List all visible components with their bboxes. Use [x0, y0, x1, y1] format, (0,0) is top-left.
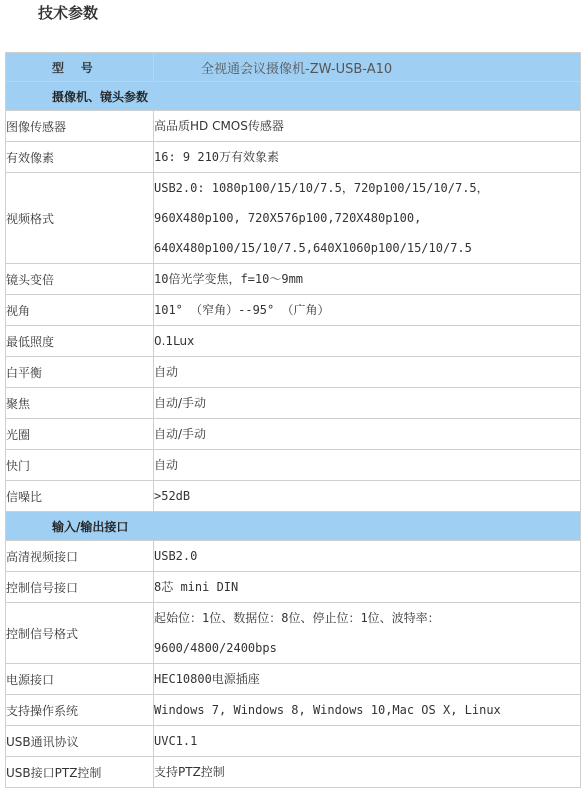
spec-label: 快门: [6, 450, 154, 481]
spec-row: [6, 481, 581, 512]
spec-value-line: 16: 9 210万有效象素: [154, 150, 280, 164]
spec-row: [6, 726, 581, 757]
spec-value-line: USB2.0: 1080p100/15/10/7.5，720p100/15/10/7.5，: [154, 181, 489, 195]
spec-value: [154, 603, 581, 664]
spec-value-line: 支持PTZ控制: [154, 765, 225, 779]
spec-label: 视角: [6, 295, 154, 326]
page-title: 技术参数: [38, 4, 99, 22]
spec-row: [6, 142, 581, 173]
spec-value-line: 自动: [154, 365, 179, 379]
spec-value: [154, 326, 581, 357]
spec-table: [5, 52, 581, 788]
spec-value-line: Windows 7, Windows 8, Windows 10,Mac OS X, Linux: [154, 703, 501, 717]
model-value: 全视通会议摄像机-ZW-USB-A10: [154, 53, 581, 82]
spec-value-line: 9600/4800/2400bps: [154, 641, 277, 655]
spec-label: 最低照度: [6, 326, 154, 357]
spec-label: 光圈: [6, 419, 154, 450]
spec-label: 聚焦: [6, 388, 154, 419]
spec-value: [154, 295, 581, 326]
spec-row: [6, 111, 581, 142]
spec-label: USB通讯协议: [6, 726, 154, 757]
spec-row: [6, 173, 581, 264]
spec-value: [154, 264, 581, 295]
spec-row: [6, 541, 581, 572]
spec-label: 高清视频接口: [6, 541, 154, 572]
spec-value: [154, 695, 581, 726]
spec-label: 控制信号格式: [6, 603, 154, 664]
spec-value-line: 0.1Lux: [154, 334, 195, 348]
spec-value-line: 101° （窄角）--95° （广角）: [154, 303, 330, 317]
spec-row: [6, 357, 581, 388]
spec-row: [6, 572, 581, 603]
spec-row: [6, 264, 581, 295]
spec-value-line: 高品质HD CMOS传感器: [154, 119, 284, 133]
spec-value-line: UVC1.1: [154, 734, 198, 748]
spec-value-line: >52dB: [154, 489, 191, 503]
spec-value-line: USB2.0: [154, 549, 198, 563]
spec-label: 支持操作系统: [6, 695, 154, 726]
spec-value: [154, 572, 581, 603]
spec-row: [6, 603, 581, 664]
spec-row: [6, 757, 581, 788]
spec-value: [154, 173, 581, 264]
section-title: 输入/输出接口: [6, 512, 581, 541]
section-header: [6, 512, 581, 541]
model-label: 型 号: [6, 53, 154, 82]
spec-value: [154, 419, 581, 450]
spec-value: [154, 357, 581, 388]
section-title: 摄像机、镜头参数: [6, 82, 581, 111]
spec-row: [6, 695, 581, 726]
spec-value: [154, 111, 581, 142]
spec-row: [6, 419, 581, 450]
spec-label: USB接口PTZ控制: [6, 757, 154, 788]
spec-value-line: 10倍光学变焦，f=10～9mm: [154, 272, 304, 286]
spec-row: [6, 326, 581, 357]
spec-label: 镜头变倍: [6, 264, 154, 295]
spec-value-line: 起始位：1位、数据位：8位、停止位：1位、波特率：: [154, 611, 440, 625]
spec-row: [6, 664, 581, 695]
spec-value: [154, 757, 581, 788]
spec-value: [154, 450, 581, 481]
spec-row: [6, 450, 581, 481]
spec-label: 白平衡: [6, 357, 154, 388]
spec-value-line: 8芯 mini DIN: [154, 580, 239, 594]
spec-label: 控制信号接口: [6, 572, 154, 603]
spec-value-line: 自动/手动: [154, 427, 207, 441]
spec-value-line: HEC10800电源插座: [154, 672, 260, 686]
spec-value-line: 640X480p100/15/10/7.5,640X1060p100/15/10/7.5: [154, 241, 472, 255]
spec-label: 图像传感器: [6, 111, 154, 142]
spec-label: 信噪比: [6, 481, 154, 512]
spec-value: [154, 481, 581, 512]
section-header: [6, 82, 581, 111]
spec-value: [154, 664, 581, 695]
spec-value-line: 960X480p100, 720X576p100,720X480p100,: [154, 211, 422, 225]
spec-value: [154, 726, 581, 757]
spec-value: [154, 388, 581, 419]
spec-row: [6, 295, 581, 326]
spec-value-line: 自动: [154, 458, 179, 472]
spec-label: 有效像素: [6, 142, 154, 173]
spec-label: 视频格式: [6, 173, 154, 264]
spec-label: 电源接口: [6, 664, 154, 695]
spec-value: [154, 142, 581, 173]
spec-row: [6, 388, 581, 419]
spec-value-line: 自动/手动: [154, 396, 207, 410]
spec-value: [154, 541, 581, 572]
model-row: [6, 53, 581, 82]
